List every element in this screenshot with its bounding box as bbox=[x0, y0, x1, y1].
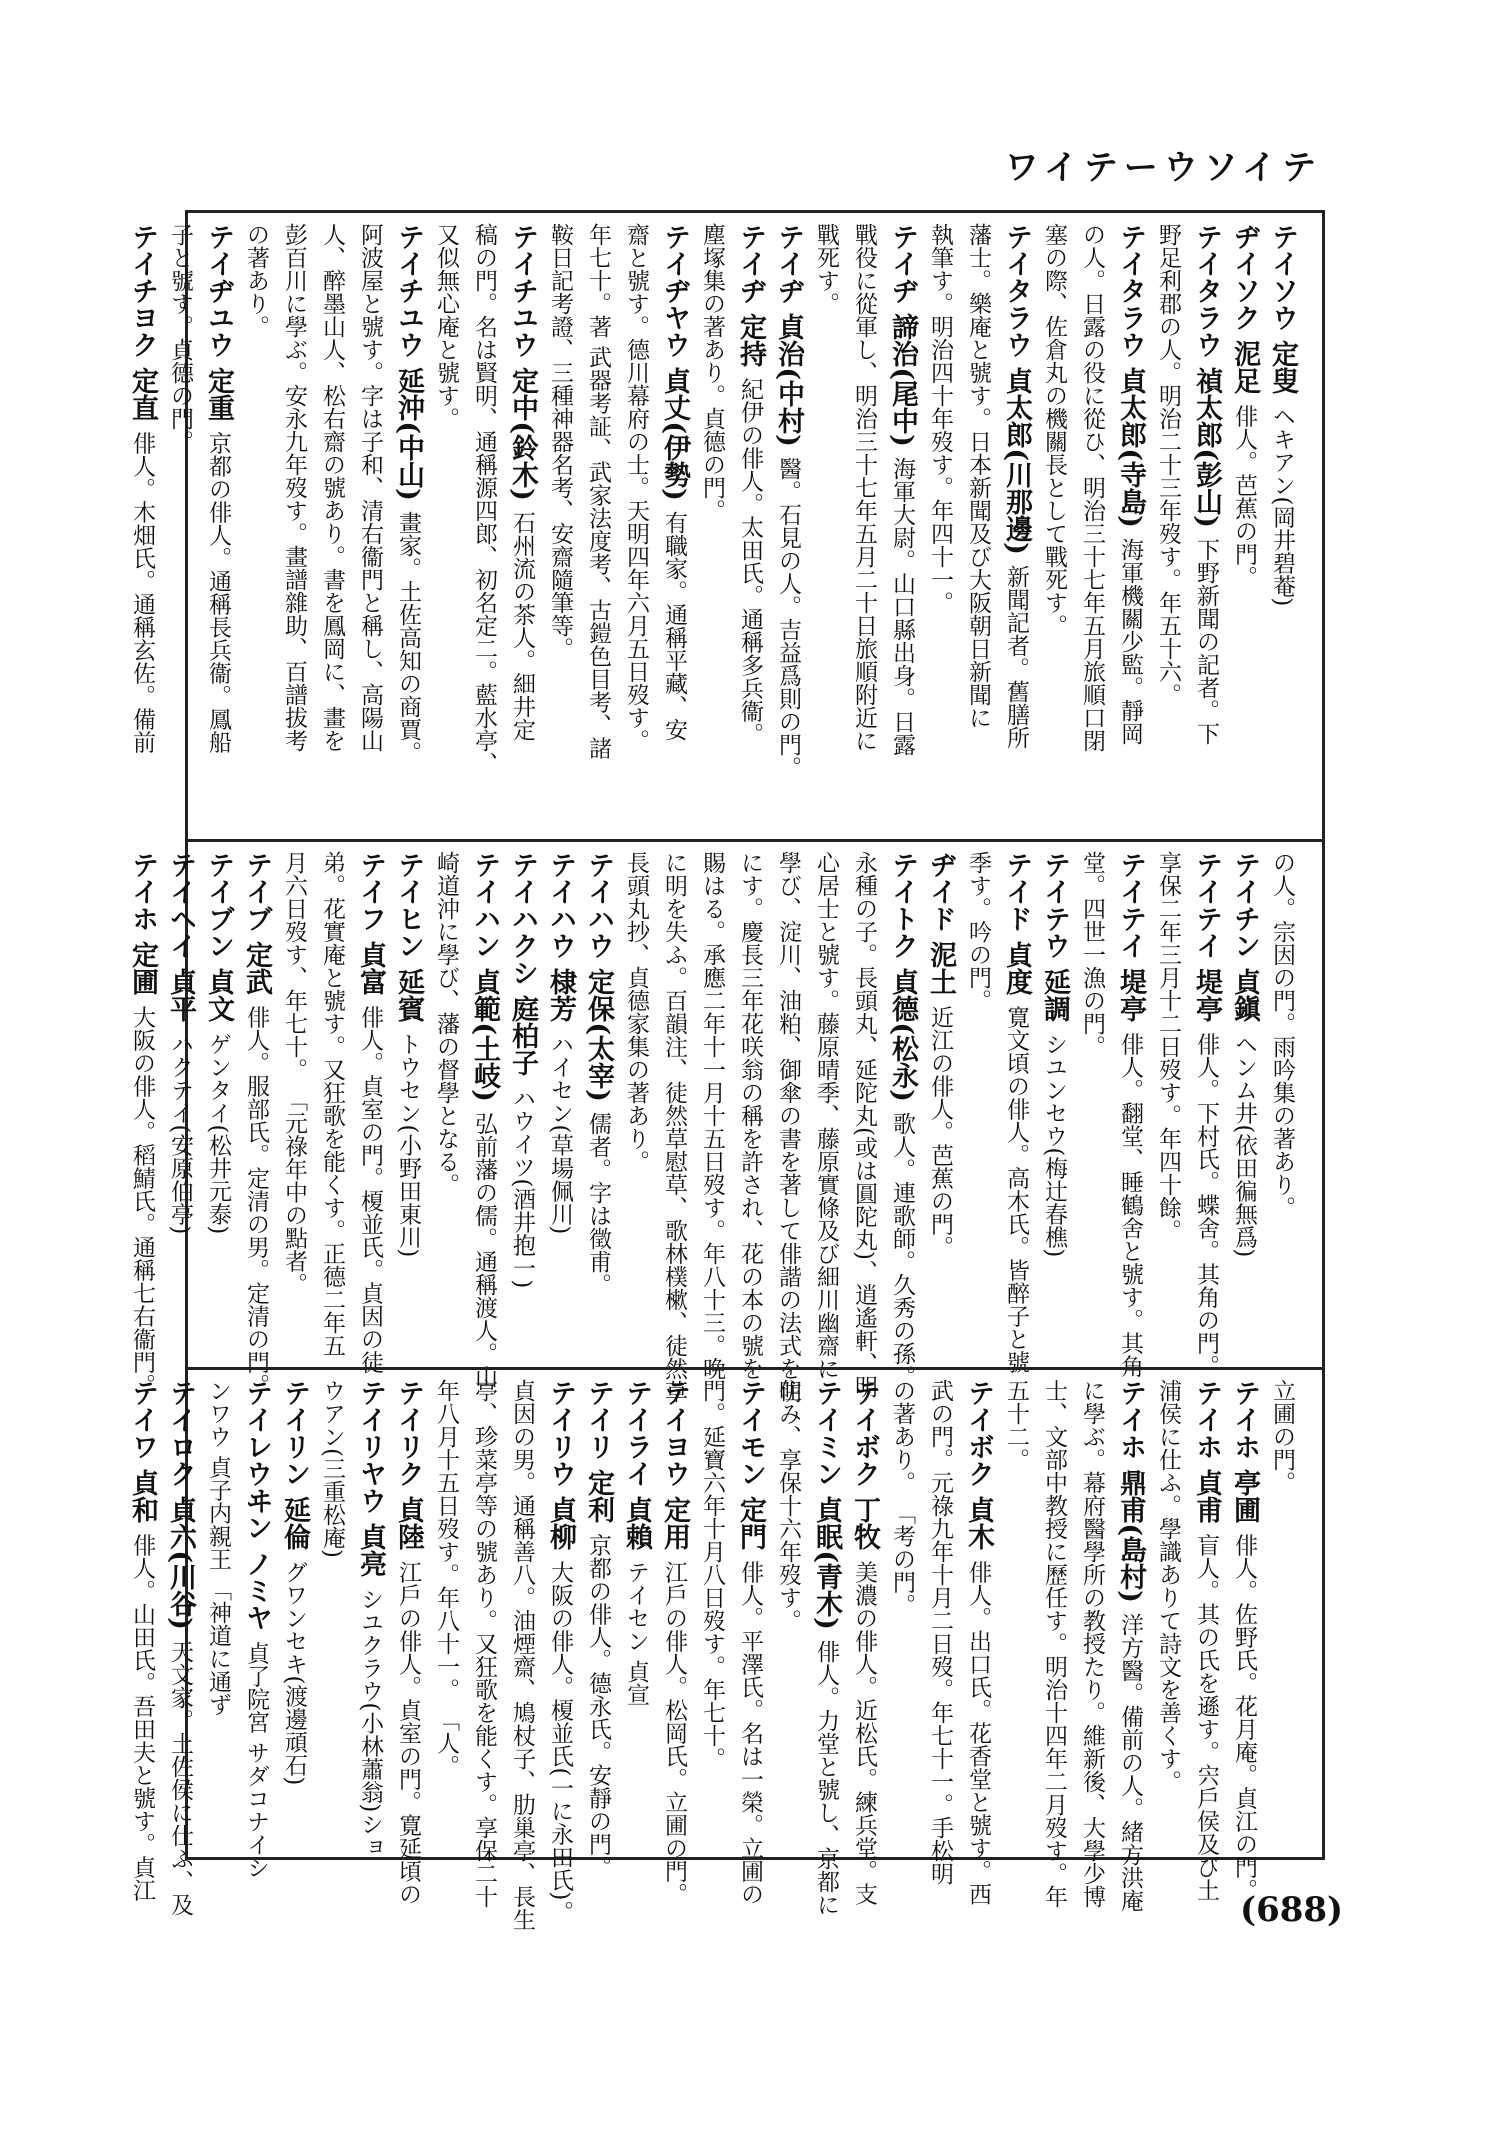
entry-text: 月六日歿す、年七十。 「元祿年中の點者。 bbox=[281, 851, 307, 1296]
entry-column bbox=[846, 1379, 882, 1906]
entry-column bbox=[960, 223, 996, 835]
entry-text: 洋方醫。備前の人。緒方洪庵 bbox=[1117, 1612, 1143, 1912]
entry-headword: テイヂ 貞治(中村) bbox=[773, 223, 804, 447]
entry-column bbox=[1150, 1379, 1186, 1851]
entry-column bbox=[694, 851, 730, 1380]
entry-column bbox=[390, 851, 426, 1363]
spacer bbox=[1279, 394, 1285, 404]
entry-column bbox=[1036, 223, 1072, 835]
entry-text: 俳人。貞室の門。榎並氏。貞因の徒 bbox=[357, 1005, 383, 1374]
entry-column bbox=[1074, 1379, 1110, 1908]
entry-column bbox=[694, 223, 730, 835]
entry-column bbox=[428, 1379, 464, 1851]
spacer bbox=[367, 995, 373, 1005]
entry-column bbox=[428, 851, 464, 1363]
entry-text: 享保二年三月十二日歿す。年四十餘。 bbox=[1155, 851, 1181, 1242]
entry-text: 俳人。翻堂、睡鶴舍と號す。其角 bbox=[1117, 1032, 1143, 1378]
entry-text: ウアン(三重松庵) bbox=[319, 1379, 345, 1558]
entry-headword: テイリヤウ 貞亮 bbox=[355, 1379, 386, 1578]
entry-column bbox=[1188, 851, 1224, 1378]
entry-text: 大阪の俳人。稻鯖氏。通稱七右衞門。 bbox=[129, 1005, 155, 1397]
spacer bbox=[253, 1631, 259, 1641]
spacer bbox=[1051, 1022, 1057, 1032]
entry-text: 又似無心庵と號す。 bbox=[433, 223, 459, 430]
entry-text: シユクラウ(小林蕭翁)ショ bbox=[357, 1587, 383, 1859]
entry-headword: テイヂユウ 定重 bbox=[203, 223, 234, 422]
entry-column bbox=[846, 851, 882, 1398]
spacer bbox=[405, 501, 411, 511]
spacer bbox=[1013, 555, 1019, 565]
spacer bbox=[747, 367, 753, 377]
entry-text: 儒者。字は徵甫。 bbox=[585, 1111, 611, 1296]
spacer bbox=[367, 1577, 373, 1587]
entry-text: 門。延寶六年十月八日歿す。年七十。 bbox=[699, 1379, 725, 1770]
entry-text: ゲンタイ(松井元泰) bbox=[205, 1032, 231, 1235]
entry-text: 石州流の茶人。細井定 bbox=[509, 510, 535, 741]
entry-text: にす。慶長三年花咲翁の稱を許され、花の本の號を bbox=[737, 851, 763, 1380]
entry-text: 塵塚集の著あり。貞德の門。 bbox=[699, 223, 725, 522]
entry-text: 立圃の門。 bbox=[1269, 1379, 1295, 1494]
entry-text: 俳人。出口氏。花香堂と號す。西 bbox=[965, 1560, 991, 1906]
entry-text: 堂。四世一漁の門。 bbox=[1079, 851, 1105, 1058]
entry-headword: テイタラウ 貞太郎(寺島) bbox=[1115, 223, 1146, 528]
spacer bbox=[595, 1523, 601, 1533]
entry-column bbox=[656, 1379, 692, 1906]
entry-text: 阿波屋と號す。字は子和、清右衞門と稱し、高陽山 bbox=[357, 223, 383, 752]
entry-text: 稿の門。名は賢明、通稱源四郎、初名定二。藍水亭、 bbox=[471, 223, 497, 775]
entry-text: 崎道沖に學び、藩の督學となる。 bbox=[433, 851, 459, 1196]
page-number: (688) bbox=[1240, 1890, 1344, 1930]
spacer bbox=[1127, 1022, 1133, 1032]
entry-headword: テイヒン 延賓 bbox=[393, 851, 424, 1023]
entry-column bbox=[960, 1379, 996, 1906]
entry-headword: テイタラウ 貞太郎(川那邊) bbox=[1001, 223, 1032, 555]
entry-column bbox=[352, 223, 388, 835]
entry-headword: テイチユウ 定中(鈴木) bbox=[507, 223, 538, 501]
entry-headword: テイテウ 延調 bbox=[1039, 851, 1070, 1023]
entry-text: 住み、享保十六年歿す。 bbox=[775, 1379, 801, 1632]
entry-column bbox=[1036, 1379, 1072, 1908]
spacer bbox=[823, 1630, 829, 1640]
entry-text: 貞了院宮 サダコナイシ bbox=[243, 1641, 269, 1879]
spacer bbox=[177, 1022, 183, 1032]
entry-text: に學ぶ。幕府醫學所の教授たり。維新後、大學少博 bbox=[1079, 1379, 1105, 1908]
entry-column bbox=[200, 223, 236, 835]
entry-text: 俳人。山田氏。吾田夫と號す。貞江 bbox=[129, 1533, 155, 1902]
entry-headword: テイハン 貞範(土岐) bbox=[469, 851, 500, 1102]
entry-text: ハウイツ(酒井抱一) bbox=[509, 1086, 535, 1289]
entry-text: ヘキアン(岡井碧菴) bbox=[1269, 404, 1295, 607]
entry-column bbox=[1112, 851, 1148, 1378]
spacer bbox=[481, 1102, 487, 1112]
entry-text: 海軍機關少監。靜岡 bbox=[1117, 537, 1143, 745]
entry-text: 醫。石見の人。吉益爲則の門。 bbox=[775, 456, 801, 779]
entry-text: シユンセウ(梅辻春樵) bbox=[1041, 1032, 1067, 1258]
entry-column bbox=[200, 1379, 236, 1851]
entry-column bbox=[618, 1379, 654, 1851]
entry-column bbox=[238, 1379, 274, 1879]
entry-column bbox=[466, 223, 502, 835]
spacer bbox=[1241, 394, 1247, 404]
spacer bbox=[1127, 1603, 1133, 1613]
entry-column bbox=[504, 223, 540, 835]
entry-column bbox=[1112, 1379, 1148, 1912]
entry-headword: テイチユウ 延沖(中山) bbox=[393, 223, 424, 501]
entry-text: 天文家。土佐侯に仕ふ、及 bbox=[167, 1639, 193, 1916]
spacer bbox=[139, 995, 145, 1005]
entry-headword: テイレウヰン ノミヤ bbox=[241, 1379, 272, 1632]
entry-text: 塞の際、佐倉丸の機關長として戰死す。 bbox=[1041, 223, 1067, 637]
entry-text: 心居士と號す。藤原晴季、藤原實條及び細川幽齋に bbox=[813, 851, 839, 1380]
entry-column bbox=[618, 851, 654, 1363]
entry-column bbox=[276, 1379, 312, 1851]
spacer bbox=[557, 1550, 563, 1560]
entry-text: 俳人。服部氏。定清の男。定清の門。 bbox=[243, 1005, 269, 1397]
entry-band-top bbox=[127, 213, 1322, 841]
entry-column bbox=[1188, 223, 1224, 835]
entry-column bbox=[466, 1379, 502, 1908]
entry-column bbox=[162, 223, 198, 835]
entry-column bbox=[238, 851, 274, 1397]
entry-column bbox=[998, 1379, 1034, 1851]
entry-headword: テイワ 貞和 bbox=[127, 1379, 158, 1524]
entry-column bbox=[314, 223, 350, 835]
spacer bbox=[139, 1523, 145, 1533]
entry-column bbox=[466, 851, 502, 1388]
entry-text: 畫家。土佐高知の商賈。 bbox=[395, 510, 421, 764]
entry-headword: テイタラウ 禎太郎(彭山) bbox=[1191, 223, 1222, 528]
spacer bbox=[519, 1076, 525, 1086]
entry-column bbox=[1264, 1379, 1300, 1851]
entry-headword: テイヂヤウ 貞丈(伊勢) bbox=[659, 223, 690, 501]
entry-column bbox=[276, 223, 312, 835]
entry-text: 齋と號す。德川幕府の士。天明四年六月五日歿す。 bbox=[623, 223, 649, 752]
entry-column bbox=[922, 851, 958, 1363]
entry-column bbox=[276, 851, 312, 1363]
spacer bbox=[139, 421, 145, 431]
entry-column bbox=[846, 223, 882, 835]
entry-column bbox=[124, 223, 160, 835]
spacer bbox=[177, 1630, 183, 1640]
entry-headword: テイリウ 貞柳 bbox=[545, 1379, 576, 1551]
entry-headword: テイハウ 棣芳 bbox=[545, 851, 576, 1023]
entry-text: 江戶の俳人。貞室の門。寛延頃の bbox=[395, 1560, 421, 1906]
entry-text: 俳人。平澤氏。名は一榮。立圃の bbox=[737, 1560, 763, 1906]
entry-text: 俳人。佐野氏。花月庵。貞江の門。 bbox=[1231, 1533, 1257, 1902]
entry-column bbox=[162, 851, 198, 1363]
entry-column bbox=[580, 223, 616, 835]
entry-text: グワンセキ(渡邊頑石) bbox=[281, 1560, 307, 1786]
entry-column bbox=[808, 223, 844, 835]
entry-headword: テイホ 貞甫 bbox=[1191, 1379, 1222, 1524]
spacer bbox=[595, 1102, 601, 1112]
entry-text: 彭百川に學ぶ。安永九年歿す。畫譜雜助、百譜拔考 bbox=[281, 223, 307, 752]
entry-headword: テイホ 鼎甫(島村) bbox=[1115, 1379, 1146, 1603]
entry-column bbox=[656, 223, 692, 835]
entry-column bbox=[162, 1379, 198, 1916]
spacer bbox=[785, 447, 791, 457]
entry-text: 藩士。樂庵と號す。日本新聞及び大阪朝日新聞に bbox=[965, 223, 991, 729]
spacer bbox=[861, 1550, 867, 1560]
spacer bbox=[1203, 1523, 1209, 1533]
entry-text: 俳人。下村氏。蝶舍。其角の門。 bbox=[1193, 1032, 1219, 1378]
spacer bbox=[1241, 1022, 1247, 1032]
entry-text: 浦侯に仕ふ。學識ありて詩文を善くす。 bbox=[1155, 1379, 1181, 1793]
spacer bbox=[405, 1022, 411, 1032]
entry-column bbox=[352, 1379, 388, 1859]
entry-text: ンワウ 貞子内親王 「神道に通ず bbox=[205, 1379, 231, 1716]
entry-headword: テイハウ 定保(太宰) bbox=[583, 851, 614, 1102]
entry-column bbox=[656, 851, 692, 1403]
entry-headword: ヂイソク 泥足 bbox=[1229, 223, 1260, 395]
spacer bbox=[215, 421, 221, 431]
entry-text: 子と號す。貞德の門。 bbox=[167, 223, 193, 453]
entry-column bbox=[390, 223, 426, 835]
entry-column bbox=[390, 1379, 426, 1906]
entry-text: 紀伊の俳人。太田氏。通稱多兵衞。 bbox=[737, 377, 763, 746]
entry-column bbox=[504, 851, 540, 1363]
entry-column bbox=[1264, 223, 1300, 835]
entry-text: 海軍大尉。山口縣出身。日露 bbox=[889, 456, 915, 756]
entry-headword: テイボク 丁牧 bbox=[849, 1379, 880, 1551]
entry-text: 執筆す。明治四十年歿す。年四十一。 bbox=[927, 223, 953, 614]
entry-text: 歌人。連歌師。久秀の孫。 bbox=[889, 1111, 915, 1388]
entry-headword: テイロク 貞六(川谷) bbox=[165, 1379, 196, 1630]
entry-text: 武の門。元祿九年十月二日歿。年七十一。手松明 bbox=[927, 1379, 953, 1885]
entry-text: 京都の俳人。德永氏。安靜の門。 bbox=[585, 1533, 611, 1879]
entry-text: 弘前藩の儒。通稱渡人。山 bbox=[471, 1111, 497, 1388]
entry-column bbox=[352, 851, 388, 1374]
spacer bbox=[1127, 528, 1133, 538]
entry-headword: テイトク 貞德(松永) bbox=[887, 851, 918, 1102]
entry-text: 有職家。通稱平藏、安 bbox=[661, 510, 687, 741]
entry-text: 學び、淀川、油粕、御傘の書を著して俳諧の法式を明 bbox=[775, 851, 801, 1403]
entry-text: 年七十。著 武器考証、武家法度考、古鎧色目考、諸 bbox=[585, 223, 611, 760]
entry-column bbox=[1036, 851, 1072, 1363]
entry-text: 江戶の俳人。松岡氏。立圃の門。 bbox=[661, 1560, 687, 1906]
entry-text: 弟。花實庵と號す。又狂歌を能くす。正德二年五 bbox=[319, 851, 345, 1357]
entry-column bbox=[884, 223, 920, 835]
spacer bbox=[405, 1550, 411, 1560]
entry-column bbox=[238, 223, 274, 835]
entry-text: に明を失ふ。百韻注、徒然草慰草、歌林樸樕、徒然草 bbox=[661, 851, 687, 1403]
entry-headword: テイブ 定武 bbox=[241, 851, 272, 996]
entry-text: 戰役に從軍し、明治三十七年五月二十日旅順附近に bbox=[851, 223, 877, 752]
entry-text: 賜はる。承應二年十一月十五日歿す。年八十三。晩 bbox=[699, 851, 725, 1380]
entry-column bbox=[1150, 223, 1186, 835]
entry-text: の著あり。 bbox=[243, 223, 269, 338]
entry-headword: テイヨウ 定用 bbox=[659, 1379, 690, 1551]
entry-text: 俳人。力堂と號し、京都に bbox=[813, 1639, 839, 1916]
entry-column bbox=[998, 223, 1034, 835]
entry-headword: テイミン 貞眠(青木) bbox=[811, 1379, 842, 1630]
entry-text: 戰死す。 bbox=[813, 223, 839, 315]
entry-column bbox=[580, 851, 616, 1363]
entry-headword: テイヂ 定持 bbox=[735, 223, 766, 368]
entry-text: 寛文頃の俳人。高木氏。皆醉子と號 bbox=[1003, 1005, 1029, 1374]
entry-column bbox=[770, 1379, 806, 1851]
entry-column bbox=[732, 223, 768, 835]
spacer bbox=[1241, 1523, 1247, 1533]
entry-text: の人。宗因の門。雨吟集の著あり。 bbox=[1269, 851, 1295, 1219]
entry-column bbox=[314, 851, 350, 1363]
entry-column bbox=[1226, 1379, 1262, 1902]
entry-headword: テイソウ 定叟 bbox=[1267, 223, 1298, 395]
entry-headword: ヂイド 泥土 bbox=[925, 851, 956, 996]
entry-column bbox=[1226, 851, 1262, 1363]
entry-text: の人。日露の役に從ひ、明治三十七年五月旅順口閉 bbox=[1079, 223, 1105, 752]
entry-column bbox=[694, 1379, 730, 1851]
entry-column bbox=[428, 223, 464, 835]
entry-headword: テイフ 貞富 bbox=[355, 851, 386, 996]
entry-column bbox=[922, 223, 958, 835]
entry-column bbox=[1226, 223, 1262, 835]
entry-column bbox=[732, 851, 768, 1380]
entry-text: 大阪の俳人。榎並氏(一に永田氏)。 bbox=[547, 1560, 573, 1924]
entry-headword: テイテイ 堤亭 bbox=[1115, 851, 1146, 1023]
entry-column bbox=[1264, 851, 1300, 1363]
entry-text: 盲人。其の氏を遜す。宍戶侯及び土 bbox=[1193, 1533, 1219, 1902]
entry-text: 美濃の俳人。近松氏。練兵堂。支 bbox=[851, 1560, 877, 1906]
entry-headword: テイチヨク 定直 bbox=[127, 223, 158, 422]
entry-text: 貞因の男。通稱善八。油煙齋、鳩杖子、肋巢亭、長生 bbox=[509, 1379, 535, 1931]
entry-text: 長頭丸抄、貞德家集の著あり。 bbox=[623, 851, 649, 1173]
entry-text: 永種の子。長頭丸、延陀丸(或は圓陀丸)、逍遙軒、明 bbox=[851, 851, 877, 1398]
entry-headword: テイリン 延倫 bbox=[279, 1379, 310, 1551]
spacer bbox=[291, 1550, 297, 1560]
spacer bbox=[253, 995, 259, 1005]
entry-text: ハイセン(草場佩川) bbox=[547, 1032, 573, 1235]
page-header: ワイテーウソイテ bbox=[1004, 148, 1322, 188]
entry-text: 下野新聞の記者。下 bbox=[1193, 537, 1219, 745]
entry-column bbox=[1074, 851, 1110, 1363]
spacer bbox=[557, 1022, 563, 1032]
entry-headword: テイボク 貞木 bbox=[963, 1379, 994, 1551]
entry-text: 新聞記者。舊膳所 bbox=[1003, 564, 1029, 749]
entry-text: 近江の俳人。芭蕉の門。 bbox=[927, 1005, 953, 1259]
entry-column bbox=[770, 851, 806, 1403]
entry-band-middle bbox=[127, 841, 1322, 1403]
entry-column bbox=[580, 1379, 616, 1879]
entry-text: 俳人。芭蕉の門。 bbox=[1231, 404, 1257, 589]
entry-column bbox=[1074, 223, 1110, 835]
spacer bbox=[747, 1550, 753, 1560]
entry-text: 俳人。木畑氏。通稱玄佐。備前 bbox=[129, 431, 155, 754]
entry-column bbox=[884, 1379, 920, 1851]
entry-text: トウセン(小野田東川) bbox=[395, 1032, 421, 1258]
entry-text: 人、醉墨山人、松右齋の號あり。書を鳳岡に、畫を bbox=[319, 223, 345, 752]
spacer bbox=[899, 447, 905, 457]
entry-text: 五十二。 bbox=[1003, 1379, 1029, 1471]
entry-column bbox=[542, 851, 578, 1363]
spacer bbox=[937, 995, 943, 1005]
entry-column bbox=[542, 223, 578, 835]
spacer bbox=[671, 1550, 677, 1560]
entry-text: 亭、珍菜亭等の號あり。又狂歌を能くす。享保二十 bbox=[471, 1379, 497, 1908]
entry-text: テイセン 貞宣 bbox=[623, 1560, 649, 1706]
entry-text: 年八月十五日歿す。年八十一。 「人。 bbox=[433, 1379, 459, 1778]
entry-headword: テイライ 貞賴 bbox=[621, 1379, 652, 1551]
entry-text: の著あり。 「考の門。 bbox=[889, 1379, 915, 1617]
entry-headword: テイホ 定圃 bbox=[127, 851, 158, 996]
entry-column bbox=[542, 1379, 578, 1924]
entry-text: 京都の俳人。通稱長兵衞。鳳船 bbox=[205, 431, 231, 754]
entry-column bbox=[1188, 1379, 1224, 1902]
spacer bbox=[519, 501, 525, 511]
spacer bbox=[671, 501, 677, 511]
entry-headword: テイヘイ 貞平 bbox=[165, 851, 196, 1023]
entry-column bbox=[504, 1379, 540, 1931]
entry-headword: テイモン 定門 bbox=[735, 1379, 766, 1551]
spacer bbox=[1203, 1022, 1209, 1032]
spacer bbox=[215, 1022, 221, 1032]
entry-column bbox=[618, 223, 654, 835]
spacer bbox=[1203, 528, 1209, 538]
entry-column bbox=[808, 1379, 844, 1916]
entry-headword: テイド 貞度 bbox=[1001, 851, 1032, 996]
entry-column bbox=[124, 1379, 160, 1902]
entry-column bbox=[922, 1379, 958, 1885]
spacer bbox=[899, 1102, 905, 1112]
entry-headword: テイホ 亭圃 bbox=[1229, 1379, 1260, 1524]
spacer bbox=[633, 1550, 639, 1560]
entry-text: 野足利郡の人。明治二十三年歿す。年五十六。 bbox=[1155, 223, 1181, 706]
entry-column bbox=[808, 851, 844, 1380]
spacer bbox=[1013, 995, 1019, 1005]
entry-column bbox=[770, 223, 806, 835]
entry-headword: テイチン 貞鎭 bbox=[1229, 851, 1260, 1023]
entry-headword: テイヂ 諦治(尾中) bbox=[887, 223, 918, 447]
entry-column bbox=[1150, 851, 1186, 1363]
entry-column bbox=[200, 851, 236, 1363]
entry-text: ヘンム井(依田徧無爲) bbox=[1231, 1032, 1257, 1258]
entry-column bbox=[732, 1379, 768, 1906]
entry-column bbox=[884, 851, 920, 1388]
entry-text: 士、文部中教授に歷任す。明治十四年二月歿す。年 bbox=[1041, 1379, 1067, 1908]
entry-column bbox=[124, 851, 160, 1397]
entry-headword: テイリ 定利 bbox=[583, 1379, 614, 1524]
entry-text: 鞍日記考證、三種神器名考、安齋隨筆等。 bbox=[547, 223, 573, 660]
spacer bbox=[975, 1550, 981, 1560]
entry-headword: テイリク 貞陸 bbox=[393, 1379, 424, 1551]
entry-column bbox=[314, 1379, 350, 1851]
entry-column bbox=[1112, 223, 1148, 835]
entry-text: ハクテイ(安原伯亭) bbox=[167, 1032, 193, 1235]
entry-headword: テイテイ 堤亭 bbox=[1191, 851, 1222, 1023]
entry-headword: テイブン 貞文 bbox=[203, 851, 234, 1023]
entry-column bbox=[998, 851, 1034, 1374]
entry-headword: テイハクシ 庭柏子 bbox=[507, 851, 538, 1077]
entry-text: 季す。吟の門。 bbox=[965, 851, 991, 1012]
entry-column bbox=[960, 851, 996, 1363]
